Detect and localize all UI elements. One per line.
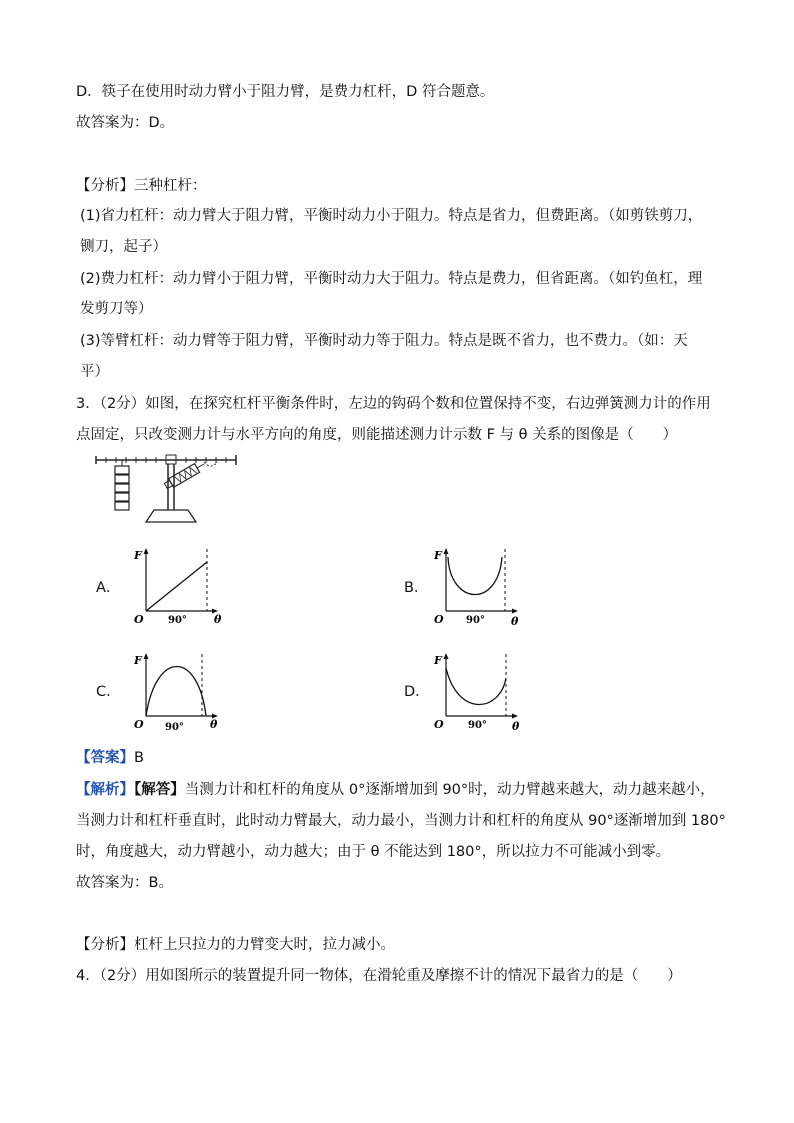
axis-f-label: F bbox=[134, 654, 142, 667]
lever-apparatus-figure bbox=[92, 452, 242, 527]
final-answer: 故答案为：B。 bbox=[76, 875, 173, 891]
origin-label: O bbox=[434, 613, 444, 626]
analysis-2: 【分析】杠杆上只拉力的力臂变大时，拉力减小。 bbox=[76, 937, 395, 953]
graph-b bbox=[428, 545, 528, 627]
option-c-label: C． bbox=[96, 684, 121, 700]
explanation-label: 【解析】 bbox=[76, 782, 134, 798]
tick-label: 90° bbox=[466, 615, 485, 626]
text-line: 发剪刀等） bbox=[80, 301, 153, 317]
origin-label: O bbox=[434, 718, 444, 731]
tick-label: 90° bbox=[168, 615, 187, 626]
answer-line bbox=[76, 748, 144, 768]
text-line: (2)费力杠杆：动力臂小于阻力臂，平衡时动力大于阻力。特点是费力，但省距离。（如钓鱼杠，理 bbox=[80, 271, 703, 287]
axis-f-label: F bbox=[434, 654, 442, 667]
origin-label: O bbox=[134, 613, 144, 626]
tick-label: 90° bbox=[165, 722, 184, 732]
text-line: (1)省力杠杆：动力臂大于阻力臂，平衡时动力小于阻力。特点是省力，但费距离。（如剪铁剪刀， bbox=[80, 208, 703, 224]
explanation-text: 当测力计和杠杆垂直时，此时动力臂最大，动力最小，当测力计和杠杆的角度从 90°逐渐增加到 180° bbox=[76, 813, 726, 829]
option-d-label: D． bbox=[404, 684, 430, 700]
axis-theta-label: θ bbox=[511, 615, 519, 627]
axis-f-label: F bbox=[134, 549, 142, 562]
option-a-label: A． bbox=[96, 580, 121, 596]
graph-c bbox=[128, 650, 228, 732]
origin-label: O bbox=[134, 718, 144, 731]
axis-theta-label: θ bbox=[512, 720, 520, 732]
question-3-line: 点固定，只改变测力计与水平方向的角度，则能描述测力计示数 F 与 θ 关系的图像是（ ） bbox=[76, 427, 678, 443]
option-b-label: B． bbox=[404, 580, 429, 596]
axis-theta-label: θ bbox=[214, 613, 222, 626]
question-4-line: 4．（2分）用如图所示的装置提升同一物体，在滑轮重及摩擦不计的情况下最省力的是（ ） bbox=[76, 968, 682, 984]
text-line: D．筷子在使用时动力臂小于阻力臂，是费力杠杆，D 符合题意。 bbox=[76, 84, 495, 100]
text-line: 铡刀，起子） bbox=[80, 239, 167, 255]
graph-a bbox=[128, 545, 228, 627]
explanation-text: 时，角度越大，动力臂越小，动力越大；由于 θ 不能达到 180°，所以拉力不可能减小到零。 bbox=[76, 844, 671, 860]
explanation-line bbox=[76, 780, 715, 800]
tick-label: 90° bbox=[468, 720, 487, 731]
axis-f-label: F bbox=[434, 549, 442, 562]
text-line: (3)等臂杠杆：动力臂等于阻力臂，平衡时动力等于阻力。特点是既不省力，也不费力。（如：天 bbox=[80, 333, 688, 349]
explanation-text: 当测力计和杠杆的角度从 0°逐渐增加到 90°时，动力臂越来越大，动力越来越小， bbox=[184, 782, 715, 798]
solution-label: 【解答】 bbox=[134, 782, 185, 798]
text-line: 平） bbox=[80, 364, 109, 380]
text-line: 故答案为：D。 bbox=[76, 115, 175, 131]
axis-theta-label: θ bbox=[210, 718, 218, 731]
analysis-heading: 【分析】三种杠杆： bbox=[76, 178, 207, 194]
graph-d bbox=[428, 650, 528, 732]
answer-value: B bbox=[134, 750, 144, 766]
answer-label: 【答案】 bbox=[76, 750, 134, 766]
question-3-line: 3．（2分）如图，在探究杠杆平衡条件时，左边的钩码个数和位置保持不变，右边弹簧测力计的作用 bbox=[76, 396, 711, 412]
